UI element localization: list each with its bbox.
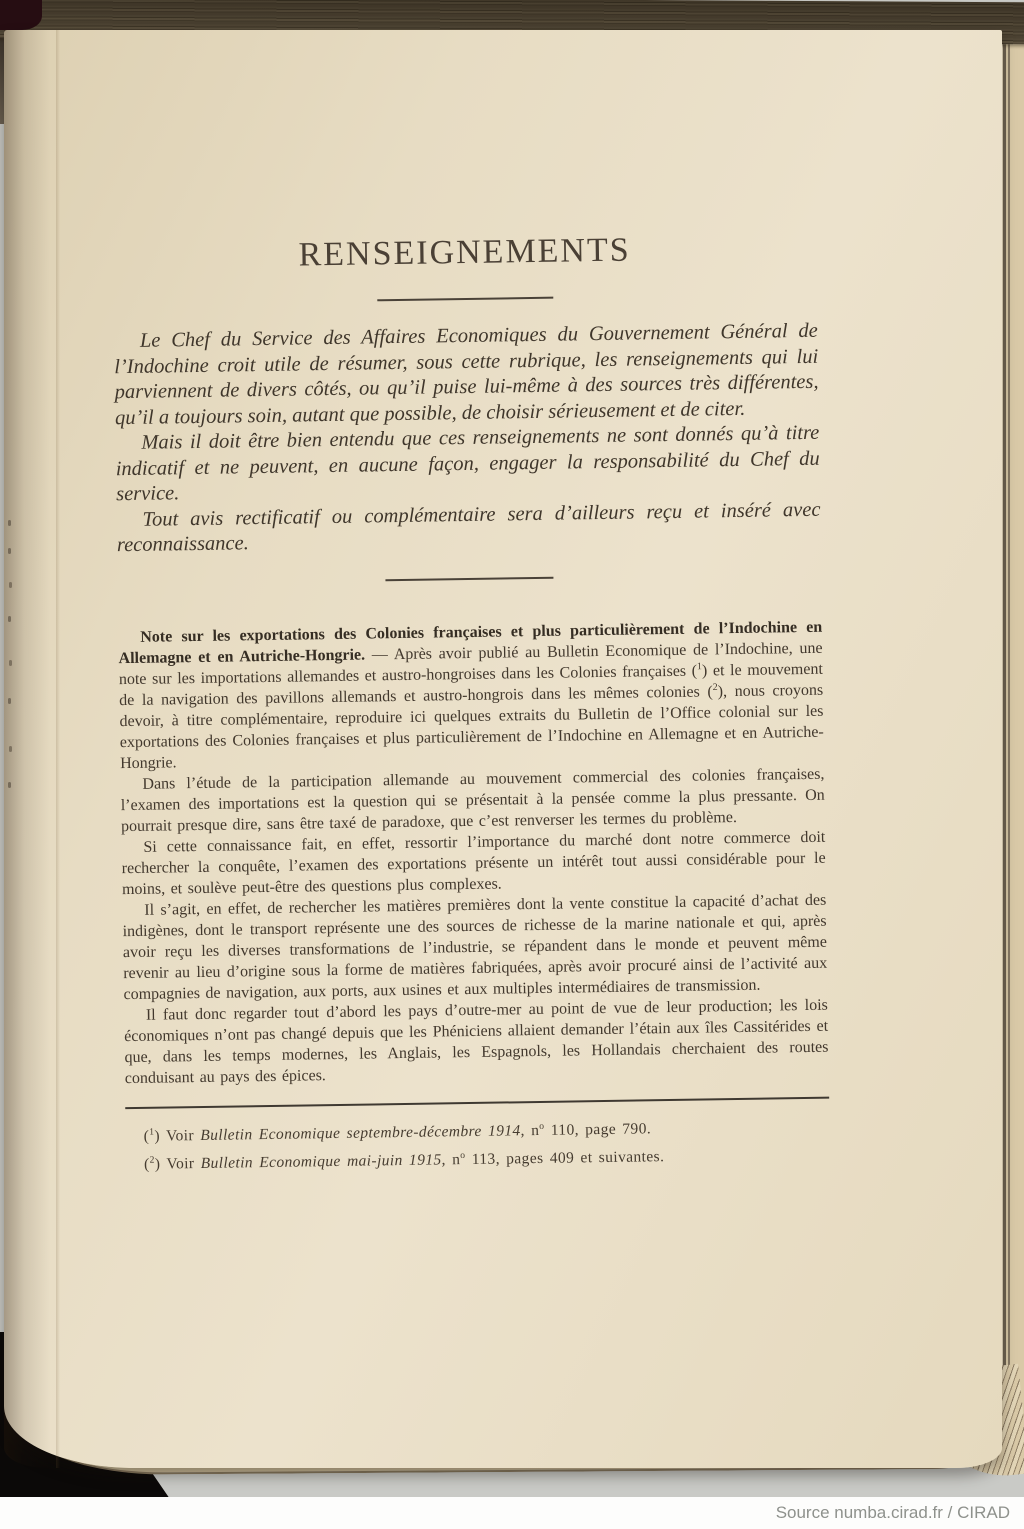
footnote: ($^1$) Voir Bulletin Economique septembre-décembre 1914, $n^o$ 110, page 790. [143,1119,652,1145]
section-divider-rule [385,576,553,580]
gutter-shadow [4,30,62,1468]
scanned-page [4,30,1002,1468]
note-paragraph: Il faut donc regarder tout d’abord les pays d’outre-mer au point de vue de leur production; les lois économiques n’ont pas changé depuis que les Phéniciens allaient demander l’étain aux îles Cassitérides et que, dans les temps modernes, les Anglais, les Espagnols, les Hollandais cherchaient des routes conduisant au pays des épices. [124,996,829,1087]
footnotes-section [126,1114,831,1176]
footnote-rule [125,1096,829,1108]
note-paragraph: Si cette connaissance fait, en effet, ressortir l’importance du marché dont notre commerce doit rechercher la conquête, l’examen des exportations présente un intérêt tout aussi considérable pour le moins, et soulève peut-être des questions plus complexes. [121,828,826,898]
note-section [118,616,829,1088]
book-cover-corner [0,0,42,30]
note-paragraph: Note sur les exportations des Colonies françaises et plus particulièrement de l’Indochine en Allemagne et en Autriche-Hongrie. — Après avoir publié au Bulletin Economique de l’Indochine, une note sur les importations allemandes et austro-hongroises dans les Colonies françaises ($^1$) et le mouvement de la navigation des pavillons allemands et austro-hongrois dans les mêmes colonies ($^2$), nous croyons devoir, à titre complémentaire, reproduire ici quelques extraits du Bulletin de l’Office colonial sur les exportations des Colonies françaises et plus particulièrement de l’Indochine en Allemagne et en Autriche-Hongrie. [118,618,824,772]
note-paragraph: Il s’agit, en effet, de rechercher les matières premières dont la vente constitue la capacité d’achat des indigènes, dont le transport représente une des sources de richesse de la marine nationale et qui, après avoir reçu les diverses transformations de l’industrie, se répandent dans le monde et peuvent même revenir au lieu d’origine sous la forme de matières fabriquées, après avoir procuré ainsi de l’activité aux compagnies de navigation, aux ports, aux usines et aux multiples intermédiaires de transmission. [122,891,828,1003]
page-content [112,207,830,1181]
intro-section [114,319,821,559]
ink-bleed-marks [8,520,11,526]
title-divider-rule [377,297,553,302]
source-credit-text: Source numba.cirad.fr / CIRAD [775,1503,1010,1522]
intro-paragraph: Tout avis rectificatif ou complémentaire sera d’ailleurs reçu et inséré avec reconnaissance. [116,498,821,557]
intro-paragraph: Mais il doit être bien entendu que ces renseignements ne sont donnés qu’à titre indicatif et ne peuvent, en aucune façon, engager la responsabilité du Chef du service. [115,421,820,506]
page-crease [56,30,60,1468]
page-title: RENSEIGNEMENTS [298,231,631,274]
footnote: ($^2$) Voir Bulletin Economique mai-juin 1915, $n^o$ 113, pages 409 et suivantes. [143,1147,665,1173]
source-credit-bar [0,1497,1024,1529]
intro-paragraph: Le Chef du Service des Affaires Economiques du Gouvernement Général de l’Indochine croit utile de résumer, sous cette rubrique, les renseignements qui lui parviennent de divers côtés, ou qu’il puise lui-même à des sources très différentes, qu’il a toujours soin, autant que possible, de choisir sérieusement et de citer. [114,319,819,429]
note-paragraph: Dans l’étude de la participation allemande au mouvement commercial des colonies françaises, l’examen des importations est la question qui se présentait à la pensée comme la plus pressante. On pourrait presque dire, sans être taxé de paradoxe, que c’est renverser les termes du problème. [120,765,825,835]
